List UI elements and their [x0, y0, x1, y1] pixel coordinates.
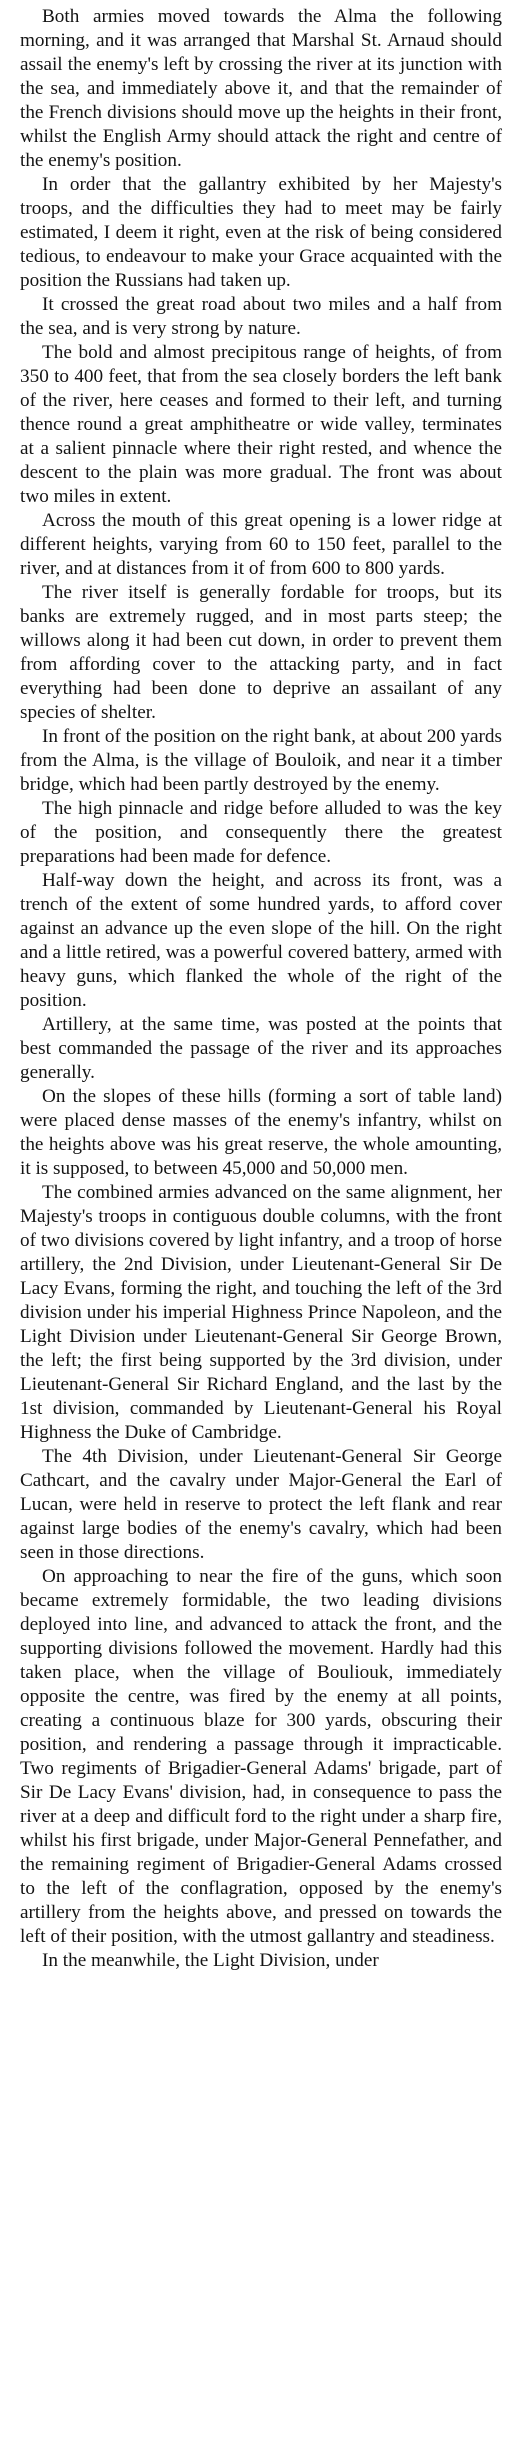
article-paragraph: It crossed the great road about two miles and a half from the sea, and is very strong by nature. [20, 294, 502, 339]
article-paragraph: Both armies moved towards the Alma the following morning, and it was arranged that Marshal St. Arnaud should assail the enemy's left by crossing the river at its junction with the sea, and immediately above it, and that the remainder of the French divisions should move up the heights in their front, whilst the English Army should attack the right and centre of the enemy's position. [20, 6, 502, 171]
article-paragraph: The bold and almost precipitous range of heights, of from 350 to 400 feet, that from the sea closely borders the left bank of the river, here ceases and formed to their left, and turning thence round a great amphitheatre or wide valley, terminates at a salient pinnacle where their right rested, and whence the descent to the plain was more gradual. The front was about two miles in extent. [20, 342, 502, 507]
article-paragraph: The combined armies advanced on the same alignment, her Majesty's troops in contiguous double columns, with the front of two divisions covered by light infantry, and a troop of horse artillery, the 2nd Division, under Lieutenant-General Sir De Lacy Evans, forming the right, and touching the left of the 3rd division under his imperial Highness Prince Napoleon, and the Light Division under Lieutenant-General Sir George Brown, the left; the first being supported by the 3rd division, under Lieutenant-General Sir Richard England, and the last by the 1st division, commanded by Lieutenant-General his Royal Highness the Duke of Cambridge. [20, 1182, 502, 1443]
article-paragraph: The high pinnacle and ridge before alluded to was the key of the position, and consequently there the greatest preparations had been made for defence. [20, 798, 502, 867]
article-paragraph: Across the mouth of this great opening is a lower ridge at different heights, varying from 60 to 150 feet, parallel to the river, and at distances from it of from 600 to 800 yards. [20, 510, 502, 579]
article-paragraph: In the meanwhile, the Light Division, under [42, 1950, 379, 1971]
article-paragraph: The river itself is generally fordable for troops, but its banks are extremely rugged, and in most parts steep; the willows along it had been cut down, in order to prevent them from affording cover to the attacking party, and in fact everything had been done to deprive an assailant of any species of shelter. [20, 582, 502, 723]
article-paragraph: In front of the position on the right bank, at about 200 yards from the Alma, is the village of Bouloik, and near it a timber bridge, which had been partly destroyed by the enemy. [20, 726, 502, 795]
article-paragraph: In order that the gallantry exhibited by her Majesty's troops, and the difficulties they had to meet may be fairly estimated, I deem it right, even at the risk of being considered tedious, to endeavour to make your Grace acquainted with the position the Russians had taken up. [20, 174, 502, 291]
article-paragraph: Half-way down the height, and across its front, was a trench of the extent of some hundred yards, to afford cover against an advance up the even slope of the hill. On the right and a little retired, was a powerful covered battery, armed with heavy guns, which flanked the whole of the right of the position. [20, 870, 502, 1011]
article-paragraph: Artillery, at the same time, was posted at the points that best commanded the passage of the river and its approaches generally. [20, 1014, 502, 1083]
article-paragraph: On approaching to near the fire of the guns, which soon became extremely formidable, the two leading divisions deployed into line, and advanced to attack the front, and the supporting divisions followed the movement. Hardly had this taken place, when the village of Bouliouk, immediately opposite the centre, was fired by the enemy at all points, creating a continuous blaze for 300 yards, obscuring their position, and rendering a passage through it impracticable. Two regiments of Brigadier-General Adams' brigade, part of Sir De Lacy Evans' division, had, in consequence to pass the river at a deep and difficult ford to the right under a sharp fire, whilst his first brigade, under Major-General Pennefather, and the remaining regiment of Brigadier-General Adams crossed to the left of the conflagration, opposed by the enemy's artillery from the heights above, and pressed on towards the left of their position, with the utmost gallantry and steadiness. [20, 1566, 502, 1947]
article-paragraph: On the slopes of these hills (forming a sort of table land) were placed dense masses of the enemy's infantry, whilst on the heights above was his great reserve, the whole amounting, it is supposed, to between 45,000 and 50,000 men. [20, 1086, 502, 1179]
article-paragraph: The 4th Division, under Lieutenant-General Sir George Cathcart, and the cavalry under Major-General the Earl of Lucan, were held in reserve to protect the left flank and rear against large bodies of the enemy's cavalry, which had been seen in those directions. [20, 1446, 502, 1563]
